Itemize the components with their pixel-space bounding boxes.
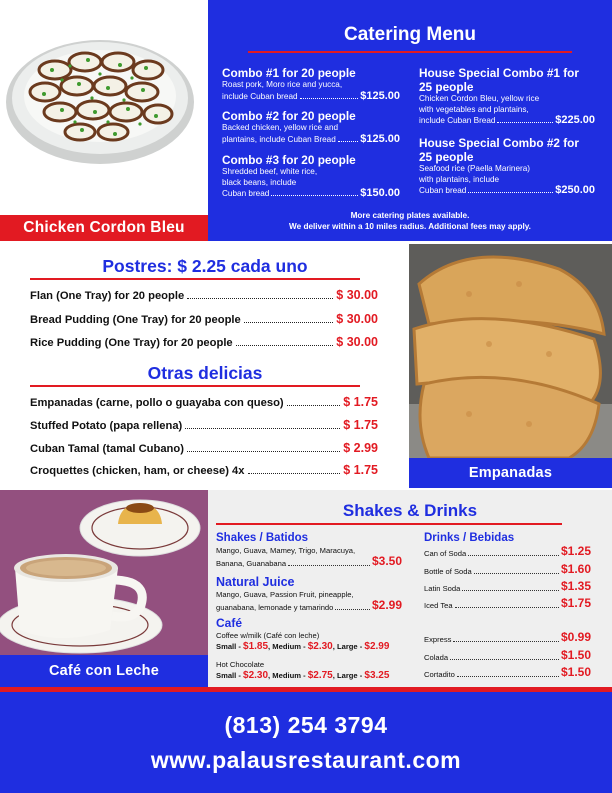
item-price: $ 30.00: [336, 312, 378, 326]
item-label: Iced Tea: [424, 601, 453, 610]
otras-delicias-title: Otras delicias: [147, 363, 263, 383]
catering-note-line-2: We deliver within a 10 miles radius. Additional fees may apply.: [289, 222, 531, 231]
chicken-cordon-bleu-photo: [0, 0, 208, 215]
bebidas-item: [424, 562, 591, 576]
combo-description: black beans, include: [222, 177, 297, 187]
shakes-price-line: [216, 554, 402, 568]
choc-large-price: $3.25: [364, 670, 390, 681]
size-small-label: Small -: [216, 671, 244, 680]
otras-item: [30, 418, 378, 432]
combo-title: House Special Combo #1 for 25 people: [419, 66, 579, 94]
shakes-drinks-title: Shakes & Drinks: [342, 501, 478, 520]
item-price: $ 1.75: [343, 463, 378, 477]
item-price: $ 2.99: [343, 441, 378, 455]
juice-flavors: Mango, Guava, Passion Fruit, pineapple,: [216, 590, 354, 599]
catering-combo-2: [222, 109, 400, 145]
item-label: Flan (One Tray) for 20 people: [30, 290, 185, 302]
choc-medium-price: $2.75: [307, 670, 333, 681]
shakes-flavors: Mango, Guava, Mamey, Trigo, Maracuya,: [216, 546, 356, 555]
combo-price-line: [222, 91, 400, 102]
dot-leader: [497, 122, 553, 123]
combo-title: Combo #2 for 20 people: [222, 109, 356, 123]
dot-leader: [450, 659, 559, 660]
otras-item: [30, 463, 378, 477]
combo-description-last: Cuban bread: [222, 189, 270, 198]
shakes-drinks-divider: [216, 523, 562, 525]
chicken-cordon-bleu-caption: Chicken Cordon Bleu: [0, 215, 208, 241]
item-price: $1.35: [560, 579, 591, 593]
empanadas-caption: Empanadas: [409, 458, 612, 488]
bebidas-item: [424, 544, 591, 558]
item-label: Rice Pudding (One Tray) for 20 people: [30, 337, 233, 349]
choc-small-price: $2.30: [243, 670, 269, 681]
website-link[interactable]: www.palausrestaurant.com: [150, 747, 462, 773]
item-price: $ 30.00: [336, 335, 378, 349]
combo-price: $125.00: [360, 132, 400, 145]
item-price: $ 1.75: [343, 418, 378, 432]
item-price: $1.50: [560, 665, 591, 679]
dot-leader: [453, 641, 559, 642]
juice-price-line: [216, 598, 402, 612]
dot-leader: [187, 451, 340, 452]
catering-note-line-1: More catering plates available.: [350, 211, 470, 220]
item-label: Croquettes (chicken, ham, or cheese) 4x: [30, 465, 245, 477]
shakes-flavors-last: Banana, Guanabana: [216, 559, 287, 568]
combo-description-last: plantains, include Cuban Bread: [222, 134, 336, 144]
item-price: $1.50: [560, 648, 591, 662]
combo-price-line: [419, 185, 595, 196]
combo-price: $150.00: [360, 187, 400, 199]
combo-description: with plantains, include: [419, 174, 500, 184]
item-price: $1.75: [560, 596, 591, 610]
catering-combo-1: [222, 66, 400, 102]
catering-note: [208, 210, 612, 232]
combo-description: Seafood rice (Paella Marinera): [419, 164, 531, 173]
item-label: Can of Soda: [424, 549, 467, 558]
coffee-name: Coffee w/milk (Café con leche): [216, 631, 320, 640]
otras-item: [30, 395, 378, 409]
dot-leader: [288, 565, 370, 566]
size-large-label: , Large -: [332, 671, 365, 680]
postres-divider: [30, 278, 360, 280]
item-label: Bottle of Soda: [424, 567, 472, 576]
empanadas-photo: [409, 244, 612, 458]
combo-description: Backed chicken, yellow rice and: [222, 123, 339, 132]
combo-price: $225.00: [555, 114, 595, 126]
dot-leader: [248, 473, 341, 474]
coffee-small-price: $1.85: [243, 641, 269, 652]
dot-leader: [187, 298, 333, 299]
combo-description-last: Cuban bread: [419, 186, 467, 195]
bebidas-item: [424, 648, 591, 662]
item-label: Bread Pudding (One Tray) for 20 people: [30, 314, 241, 326]
size-large-label: , Large -: [332, 642, 365, 651]
item-label: Latin Soda: [424, 584, 461, 593]
juice-price: $2.99: [371, 598, 402, 612]
postres-item: [30, 312, 378, 326]
combo-description: Shredded beef, white rice,: [222, 167, 318, 176]
cafe-heading: Café: [216, 616, 243, 630]
dot-leader: [474, 573, 559, 574]
dot-leader: [287, 405, 341, 406]
item-price: $1.25: [560, 544, 591, 558]
catering-menu-title: Catering Menu: [344, 24, 476, 45]
combo-title: Combo #3 for 20 people: [222, 153, 356, 167]
juice-heading: Natural Juice: [216, 575, 295, 589]
coffee-medium-price: $2.30: [307, 641, 333, 652]
combo-description-last: include Cuban bread: [222, 91, 298, 101]
combo-title: House Special Combo #2 for 25 people: [419, 136, 579, 164]
dot-leader: [300, 98, 359, 99]
size-small-label: Small -: [216, 642, 244, 651]
combo-description: Roast pork, Moro rice and yucca,: [222, 80, 343, 89]
hot-chocolate-name: Hot Chocolate: [216, 660, 265, 669]
catering-title-divider: [248, 51, 572, 53]
shakes-price: $3.50: [371, 554, 402, 568]
postres-title: Postres: $ 2.25 cada uno: [102, 256, 308, 276]
size-medium-label: , Medium -: [268, 671, 308, 680]
item-label: Express: [424, 635, 452, 644]
shakes-heading: Shakes / Batidos: [216, 532, 309, 544]
phone-number[interactable]: (813) 254 3794: [224, 712, 388, 738]
bebidas-item: [424, 665, 591, 679]
cafe-con-leche-photo: [0, 490, 208, 655]
otras-item: [30, 441, 378, 455]
bebidas-item: [424, 630, 591, 644]
dot-leader: [468, 555, 559, 556]
dot-leader: [236, 345, 334, 346]
catering-house-special-1: [419, 66, 595, 126]
item-price: $0.99: [560, 630, 591, 644]
catering-menu-panel: [208, 0, 612, 241]
coffee-large-price: $2.99: [364, 641, 390, 652]
otras-delicias-divider: [30, 385, 360, 387]
catering-combo-3: [222, 153, 400, 199]
dot-leader: [455, 607, 559, 608]
combo-description: Chicken Cordon Bleu, yellow rice: [419, 94, 540, 103]
item-label: Colada: [424, 653, 449, 662]
item-price: $ 1.75: [343, 395, 378, 409]
shakes-drinks-panel: [208, 490, 612, 687]
dot-leader: [335, 609, 370, 610]
bebidas-item: [424, 596, 591, 610]
combo-price-line: [419, 115, 595, 126]
coffee-sizes: [216, 641, 389, 652]
cafe-con-leche-caption: Café con Leche: [0, 655, 208, 687]
combo-price: $125.00: [360, 89, 400, 102]
item-label: Cuban Tamal (tamal Cubano): [30, 443, 184, 455]
item-label: Empanadas (carne, pollo o guayaba con queso): [30, 397, 284, 409]
combo-title: Combo #1 for 20 people: [222, 66, 356, 80]
dot-leader: [185, 428, 340, 429]
juice-flavors-last: guanabana, lemonade y tamarindo: [216, 603, 334, 612]
catering-house-special-2: [419, 136, 595, 196]
dot-leader: [338, 141, 358, 142]
combo-price-line: [222, 188, 400, 199]
combo-price: $250.00: [555, 184, 595, 196]
footer: [0, 692, 612, 793]
size-medium-label: , Medium -: [268, 642, 308, 651]
bebidas-heading: Drinks / Bebidas: [424, 532, 515, 544]
item-label: Cortadito: [424, 670, 455, 679]
item-price: $1.60: [560, 562, 591, 576]
dot-leader: [462, 590, 559, 591]
dot-leader: [244, 322, 334, 323]
combo-description: with vegetables and plantains,: [419, 104, 529, 114]
hot-chocolate-sizes: [216, 670, 389, 681]
dot-leader: [468, 192, 553, 193]
item-label: Stuffed Potato (papa rellena): [30, 420, 183, 432]
dot-leader: [457, 676, 559, 677]
combo-price-line: [222, 134, 400, 145]
postres-item: [30, 288, 378, 302]
postres-item: [30, 335, 378, 349]
dot-leader: [271, 195, 358, 196]
combo-description-last: include Cuban Bread: [419, 116, 496, 125]
item-price: $ 30.00: [336, 288, 378, 302]
bebidas-item: [424, 579, 591, 593]
